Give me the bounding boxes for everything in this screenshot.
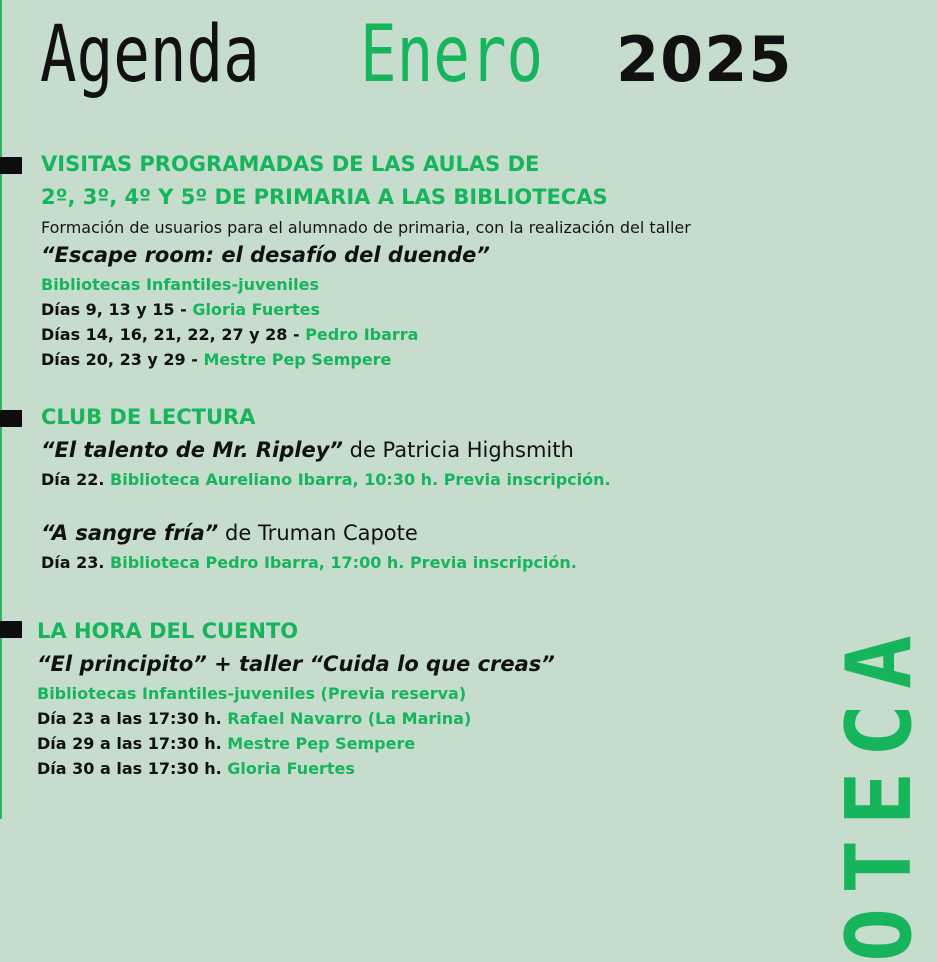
date-library: Mestre Pep Sempere	[203, 350, 392, 369]
club-book-1-info	[41, 470, 611, 489]
club-book-2	[41, 521, 418, 545]
cuento-title	[37, 652, 555, 676]
session-library: Mestre Pep Sempere	[227, 734, 416, 753]
visitas-date-row	[41, 350, 391, 369]
workshop-title-text: “Escape room: el desafío del duende”	[41, 243, 490, 267]
session-library: Rafael Navarro (La Marina)	[227, 709, 472, 728]
date-library: Pedro Ibarra	[305, 325, 419, 344]
cuento-session-row	[37, 759, 355, 778]
cuento-session-row	[37, 734, 415, 753]
session-when: Día 29 a las 17:30 h.	[37, 734, 228, 753]
vertical-word: OTECA	[827, 621, 932, 962]
date-days: Días 14, 16, 21, 22, 27 y 28 -	[41, 325, 306, 344]
title-year: 2025	[616, 23, 793, 96]
book-info: Biblioteca Aureliano Ibarra, 10:30 h. Previa inscripción.	[110, 470, 611, 489]
date-days: Días 9, 13 y 15 -	[41, 300, 193, 319]
visitas-description: Formación de usuarios para el alumnado de primaria, con la realización del taller	[41, 218, 691, 237]
visitas-heading-line1: VISITAS PROGRAMADAS DE LAS AULAS DE	[41, 152, 540, 176]
session-library: Gloria Fuertes	[227, 759, 355, 778]
section-bullet-visitas	[0, 157, 22, 174]
visitas-workshop-title	[41, 243, 490, 267]
club-book-1	[41, 438, 574, 462]
book-title: “El talento de Mr. Ripley”	[41, 438, 343, 462]
visitas-venue: Bibliotecas Infantiles-juveniles	[41, 275, 319, 294]
club-book-2-info	[41, 553, 577, 572]
book-author: de Truman Capote	[218, 521, 418, 545]
title-month: Enero	[360, 10, 544, 100]
visitas-date-row	[41, 300, 320, 319]
visitas-date-row	[41, 325, 418, 344]
cuento-venue: Bibliotecas Infantiles-juveniles (Previa reserva)	[37, 684, 467, 703]
date-days: Días 20, 23 y 29 -	[41, 350, 204, 369]
date-library: Gloria Fuertes	[192, 300, 320, 319]
book-author: de Patricia Highsmith	[342, 438, 574, 462]
club-heading: CLUB DE LECTURA	[41, 405, 256, 429]
session-when: Día 23 a las 17:30 h.	[37, 709, 228, 728]
section-bullet-club	[0, 410, 22, 427]
book-title: “A sangre fría”	[41, 521, 219, 545]
cuento-title-text: “El principito” + taller “Cuida lo que creas”	[37, 652, 555, 676]
book-info: Biblioteca Pedro Ibarra, 17:00 h. Previa inscripción.	[110, 553, 577, 572]
cuento-heading: LA HORA DEL CUENTO	[37, 619, 299, 643]
visitas-heading-line2: 2º, 3º, 4º Y 5º DE PRIMARIA A LAS BIBLIOTECAS	[41, 185, 608, 209]
book-day: Día 22.	[41, 470, 111, 489]
page-title	[40, 0, 793, 110]
session-when: Día 30 a las 17:30 h.	[37, 759, 228, 778]
section-bullet-cuento	[0, 621, 22, 638]
cuento-session-row	[37, 709, 471, 728]
book-day: Día 23.	[41, 553, 111, 572]
title-agenda: Agenda	[40, 10, 260, 100]
